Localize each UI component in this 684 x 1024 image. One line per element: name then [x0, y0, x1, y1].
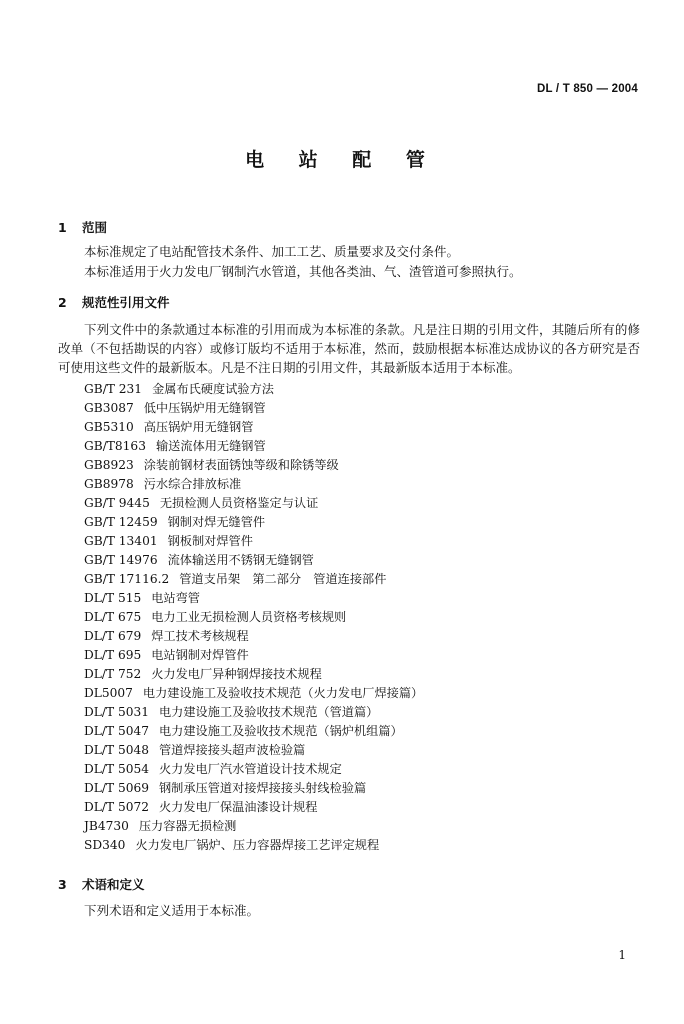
reference-item — [84, 399, 423, 418]
reference-item — [84, 741, 423, 760]
reference-title: 电站钢制对焊管件 — [151, 648, 249, 662]
reference-item — [84, 418, 423, 437]
reference-code: GB8978 — [84, 477, 134, 491]
reference-item — [84, 570, 423, 589]
section-number: 2 — [58, 295, 67, 310]
reference-item — [84, 532, 423, 551]
section-title: 术语和定义 — [82, 877, 145, 892]
reference-item — [84, 494, 423, 513]
reference-code: DL/T 5031 — [84, 705, 149, 719]
reference-code: GB/T8163 — [84, 439, 146, 453]
page-number: 1 — [618, 948, 626, 962]
reference-title: 钢制对焊无缝管件 — [167, 515, 266, 529]
reference-code: GB/T 12459 — [84, 515, 158, 529]
section-2-paragraph: 下列文件中的条款通过本标准的引用而成为本标准的条款。凡是注日期的引用文件，其随后所有的修改单（不包括勘误的内容）或修订版均不适用于本标准，然而，鼓励根据本标准达成协议的各方研究是否可使用这些文件的最新版本。凡是不注日期的引用文件，其最新版本适用于本标准。 — [58, 322, 640, 375]
reference-code: SD340 — [84, 838, 126, 852]
document-title: 电 站 配 管 — [245, 149, 439, 171]
section-number: 1 — [58, 220, 67, 235]
reference-title: 火力发电厂锅炉、压力容器焊接工艺评定规程 — [135, 838, 380, 852]
section-1-line-1: 本标准规定了电站配管技术条件、加工工艺、质量要求及交付条件。 — [84, 244, 460, 259]
section-number: 3 — [58, 877, 67, 892]
reference-title: 无损检测人员资格鉴定与认证 — [159, 496, 319, 510]
reference-title: 电力建设施工及验收技术规范（锅炉机组篇） — [159, 724, 403, 738]
reference-code: GB5310 — [84, 420, 134, 434]
reference-title: 电力工业无损检测人员资格考核规则 — [151, 610, 347, 624]
reference-code: GB3087 — [84, 401, 134, 415]
reference-item — [84, 627, 423, 646]
reference-item — [84, 703, 423, 722]
reference-item — [84, 608, 423, 627]
section-1-heading — [58, 218, 107, 236]
standard-code: DL / T 850 — 2004 — [537, 83, 638, 95]
reference-title: 火力发电厂异种钢焊接技术规程 — [151, 667, 322, 681]
reference-title: 电力建设施工及验收技术规范（管道篇） — [159, 705, 379, 719]
reference-item — [84, 665, 423, 684]
reference-code: GB/T 9445 — [84, 496, 150, 510]
reference-code: DL/T 5054 — [84, 762, 149, 776]
section-title: 范围 — [82, 220, 108, 235]
reference-item — [84, 779, 423, 798]
reference-title: 金属布氏硬度试验方法 — [152, 382, 274, 396]
reference-title: 焊工技术考核规程 — [151, 629, 249, 643]
reference-title: 电站弯管 — [151, 591, 200, 605]
reference-item — [84, 475, 423, 494]
reference-item — [84, 437, 423, 456]
reference-item — [84, 589, 423, 608]
reference-code: DL/T 695 — [84, 648, 142, 662]
reference-title: 管道支吊架 第二部分 管道连接部件 — [179, 572, 387, 586]
reference-item — [84, 456, 423, 475]
reference-title: 高压锅炉用无缝钢管 — [143, 420, 254, 434]
reference-code: JB4730 — [84, 819, 129, 833]
reference-item — [84, 760, 423, 779]
reference-code: DL/T 515 — [84, 591, 142, 605]
reference-title: 压力容器无损检测 — [138, 819, 237, 833]
section-title: 规范性引用文件 — [82, 295, 170, 310]
reference-code: GB/T 17116.2 — [84, 572, 170, 586]
reference-item — [84, 798, 423, 817]
reference-item — [84, 836, 423, 855]
reference-code: GB/T 14976 — [84, 553, 158, 567]
reference-code: DL/T 5069 — [84, 781, 149, 795]
section-1-line-2: 本标准适用于火力发电厂钢制汽水管道，其他各类油、气、渣管道可参照执行。 — [84, 264, 522, 279]
reference-item — [84, 684, 423, 703]
reference-title: 火力发电厂汽水管道设计技术规定 — [159, 762, 342, 776]
reference-title: 钢制承压管道对接焊接接头射线检验篇 — [159, 781, 367, 795]
reference-title: 火力发电厂保温油漆设计规程 — [159, 800, 318, 814]
reference-title: 管道焊接接头超声波检验篇 — [159, 743, 306, 757]
reference-title: 流体输送用不锈钢无缝钢管 — [167, 553, 314, 567]
reference-title: 钢板制对焊管件 — [167, 534, 253, 548]
reference-title: 低中压锅炉用无缝钢管 — [143, 401, 266, 415]
reference-title: 电力建设施工及验收技术规范（火力发电厂焊接篇） — [142, 686, 424, 700]
reference-list — [84, 380, 423, 855]
reference-code: DL/T 5072 — [84, 800, 149, 814]
reference-item — [84, 817, 423, 836]
reference-code: GB8923 — [84, 458, 134, 472]
reference-item — [84, 551, 423, 570]
reference-item — [84, 646, 423, 665]
reference-title: 输送流体用无缝钢管 — [155, 439, 266, 453]
reference-title: 涂装前钢材表面锈蚀等级和除锈等级 — [143, 458, 339, 472]
reference-code: GB/T 231 — [84, 382, 143, 396]
section-3-heading — [58, 875, 145, 893]
reference-item — [84, 380, 423, 399]
reference-title: 污水综合排放标准 — [143, 477, 242, 491]
reference-code: DL/T 5047 — [84, 724, 149, 738]
reference-code: DL/T 679 — [84, 629, 142, 643]
reference-code: DL5007 — [84, 686, 133, 700]
reference-code: DL/T 752 — [84, 667, 142, 681]
section-3-line-1: 下列术语和定义适用于本标准。 — [84, 903, 260, 918]
reference-code: DL/T 5048 — [84, 743, 149, 757]
reference-item — [84, 722, 423, 741]
section-2-heading — [58, 293, 170, 311]
reference-item — [84, 513, 423, 532]
reference-code: DL/T 675 — [84, 610, 142, 624]
reference-code: GB/T 13401 — [84, 534, 158, 548]
